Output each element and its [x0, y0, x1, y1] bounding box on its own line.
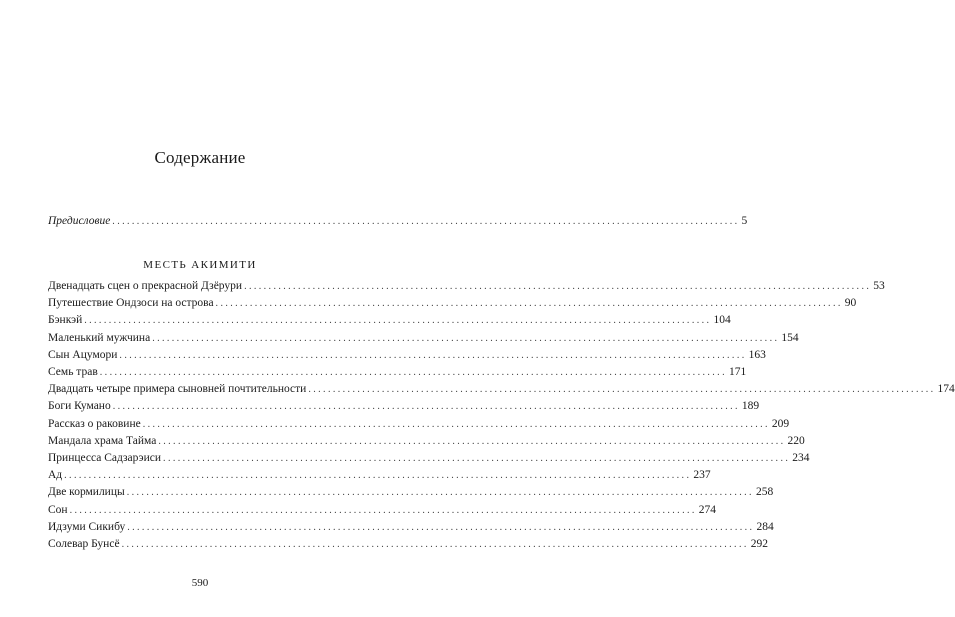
toc-entry-label: Предисловие [48, 215, 111, 227]
toc-entry-page: 220 [787, 434, 805, 447]
toc-entry [48, 331, 799, 345]
toc-entry [48, 348, 766, 362]
toc-entry-label: Принцесса Садзарэиси [48, 452, 162, 464]
dot-leader: ................................................................................................................................ [119, 349, 747, 361]
toc-entry-label: Маленький мужчина [48, 331, 151, 344]
toc-entry-label: Идзуми Сикибу [48, 520, 126, 533]
dot-leader: ................................................................................................................................ [163, 453, 791, 464]
toc-entry-label: Бэнкэй [48, 314, 83, 327]
dot-leader: ................................................................................................................................ [121, 539, 749, 550]
dot-leader: ................................................................................................................................ [152, 332, 780, 344]
toc-entry-label: Сон [48, 503, 68, 516]
dot-leader: ................................................................................................................................ [126, 487, 754, 499]
toc-entry-page: 237 [693, 469, 711, 482]
toc-entry-page: 154 [781, 331, 799, 344]
toc-entry-label: Путешествие Ондзоси на острова [48, 297, 214, 310]
toc-entry-page: 274 [698, 503, 717, 516]
toc-entry-page: 284 [756, 520, 774, 533]
toc-entry-page: 171 [728, 366, 747, 378]
toc-entry [48, 417, 790, 431]
dot-leader: ................................................................................................................................ [308, 384, 936, 396]
dot-leader: ................................................................................................................................ [112, 401, 740, 413]
toc-entry [48, 382, 955, 396]
toc-title: Содержание [154, 148, 246, 167]
toc-entry-page: 209 [771, 417, 790, 430]
dot-leader: ................................................................................................................................ [158, 435, 786, 447]
toc-entry-label: Две кормилицы [48, 486, 125, 499]
toc-entry-label: Мандала храма Тайма [48, 434, 157, 447]
toc-entry [48, 503, 717, 517]
toc-entry [48, 279, 885, 293]
toc-entry-label: Семь трав [48, 366, 98, 378]
dot-leader: ................................................................................................................................ [84, 315, 712, 327]
toc-entry [48, 537, 769, 551]
page-number: 590 [191, 577, 209, 589]
toc-entry [48, 451, 810, 465]
dot-leader: ................................................................................................................................ [127, 521, 755, 533]
dot-leader: ................................................................................................................................ [64, 470, 692, 482]
toc-entry-page: 258 [755, 486, 774, 499]
toc-entry-label: Рассказ о раковине [48, 417, 141, 430]
toc-entry-page: 5 [741, 215, 748, 227]
toc-entry [48, 365, 747, 379]
section-heading: МЕСТЬ АКИМИТИ [143, 259, 257, 271]
toc-entry-label: Двенадцать сцен о прекрасной Дзёрури [48, 280, 243, 292]
toc-entry-label: Двадцать четыре примера сыновней почтительности [48, 383, 307, 396]
toc-entry-label: Солевар Бунсё [48, 538, 120, 550]
toc-entry-preface [48, 214, 748, 228]
toc-entry-page: 53 [873, 280, 885, 292]
toc-entry-page: 292 [750, 538, 769, 550]
toc-entry [48, 468, 711, 482]
toc-entry-page: 174 [937, 383, 955, 396]
toc-entry-page: 234 [792, 452, 810, 464]
dot-leader: ................................................................................................................................ [69, 504, 697, 516]
toc-entry-page: 104 [713, 314, 731, 327]
dot-leader: ................................................................................................................................ [142, 418, 770, 430]
toc-entry [48, 313, 731, 327]
dot-leader: ................................................................................................................................ [215, 298, 843, 310]
toc-entry-page: 163 [748, 348, 766, 361]
toc-entry-label: Ад [48, 469, 63, 482]
toc-entry [48, 485, 774, 499]
toc-entry [48, 434, 805, 448]
dot-leader: ................................................................................................................................ [112, 216, 740, 227]
toc-entry-label: Сын Ацумори [48, 348, 118, 361]
toc-entry-page: 189 [741, 400, 760, 413]
toc-entry [48, 399, 760, 413]
toc-entry [48, 520, 774, 534]
toc-entry [48, 296, 857, 310]
toc-entry-label: Боги Кумано [48, 400, 111, 413]
dot-leader: ................................................................................................................................ [99, 367, 727, 378]
dot-leader: ................................................................................................................................ [244, 281, 872, 292]
toc-entry-page: 90 [844, 297, 857, 310]
